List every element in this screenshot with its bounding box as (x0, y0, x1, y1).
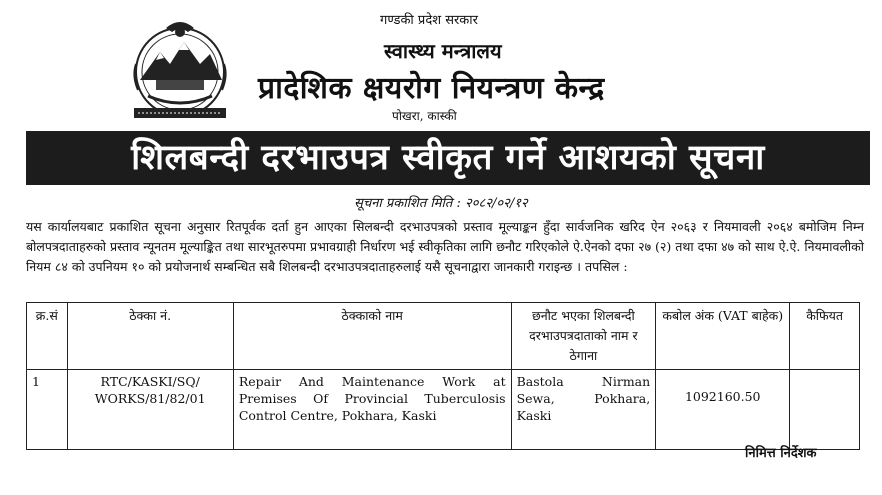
cell-remarks (790, 370, 860, 450)
cell-bidder: Bastola Nirman Sewa, Pokhara, Kaski (511, 370, 656, 450)
cell-amount: 1092160.50 (656, 370, 790, 450)
table-header-row (27, 303, 860, 370)
publication-date: सूचना प्रकाशित मिति : २०८२/०२/१२ (354, 196, 528, 211)
office-name: प्रादेशिक क्षयरोग नियन्त्रण केन्द्र (258, 71, 605, 106)
header-contract-name: ठेक्काको नाम (233, 303, 511, 370)
signatory-title: निमित्त निर्देशक (745, 446, 817, 461)
cell-sn: 1 (27, 370, 68, 450)
cell-contract-name: Repair And Maintenance Work at Premises Of Provincial Tuberculosis Control Centre, Pokhara, Kaski (233, 370, 511, 450)
office-location: पोखरा, कास्की (392, 109, 457, 123)
header-contract-no: ठेक्का नं. (67, 303, 233, 370)
ministry-name: स्वास्थ्य मन्त्रालय (384, 39, 502, 63)
award-table (26, 302, 860, 450)
nepal-government-emblem-icon (126, 14, 234, 126)
notice-title-banner: शिलबन्दी दरभाउपत्र स्वीकृत गर्ने आशयको सूचना (26, 131, 870, 185)
header-remarks: कैफियत (790, 303, 860, 370)
header-amount: कबोल अंक (VAT बाहेक) (656, 303, 790, 370)
notice-body: यस कार्यालयबाट प्रकाशित सूचना अनुसार रितपूर्वक दर्ता हुन आएका सिलबन्दी दरभाउपत्रको प्रस्ताव मूल्याङ्कन हुँदा सार्वजनिक खरिद ऐन २०६३ र नियमावली २०६४ बमोजिम निम्न बोलपत्रदाताहरुको प्रस्ताव न्यूनतम मूल्याङ्कित तथा सारभूतरुपमा प्रभावग्राही निर्धारण भई स्वीकृतिका लागि छनौट गरिएकोले ऐ.ऐनको दफा २७ (२) तथा दफा ४७ को साथ ऐ.ऐ. नियमावलीको नियम ८४ को उपनियम १० को प्रयोजनार्थ सम्बन्धित सबै शिलबन्दी दरभाउपत्रदाताहरुलाई यसै सूचनाद्वारा जानकारी गराइन्छ । तपसिल : (26, 219, 864, 274)
government-name: गण्डकी प्रदेश सरकार (380, 13, 478, 28)
header-sn: क्र.सं (27, 303, 68, 370)
header-bidder: छनौट भएका शिलबन्दी दरभाउपत्रदाताको नाम र ठेगाना (511, 303, 656, 370)
table-row (27, 370, 860, 450)
cell-contract-no: RTC/KASKI/SQ/ WORKS/81/82/01 (67, 370, 233, 450)
